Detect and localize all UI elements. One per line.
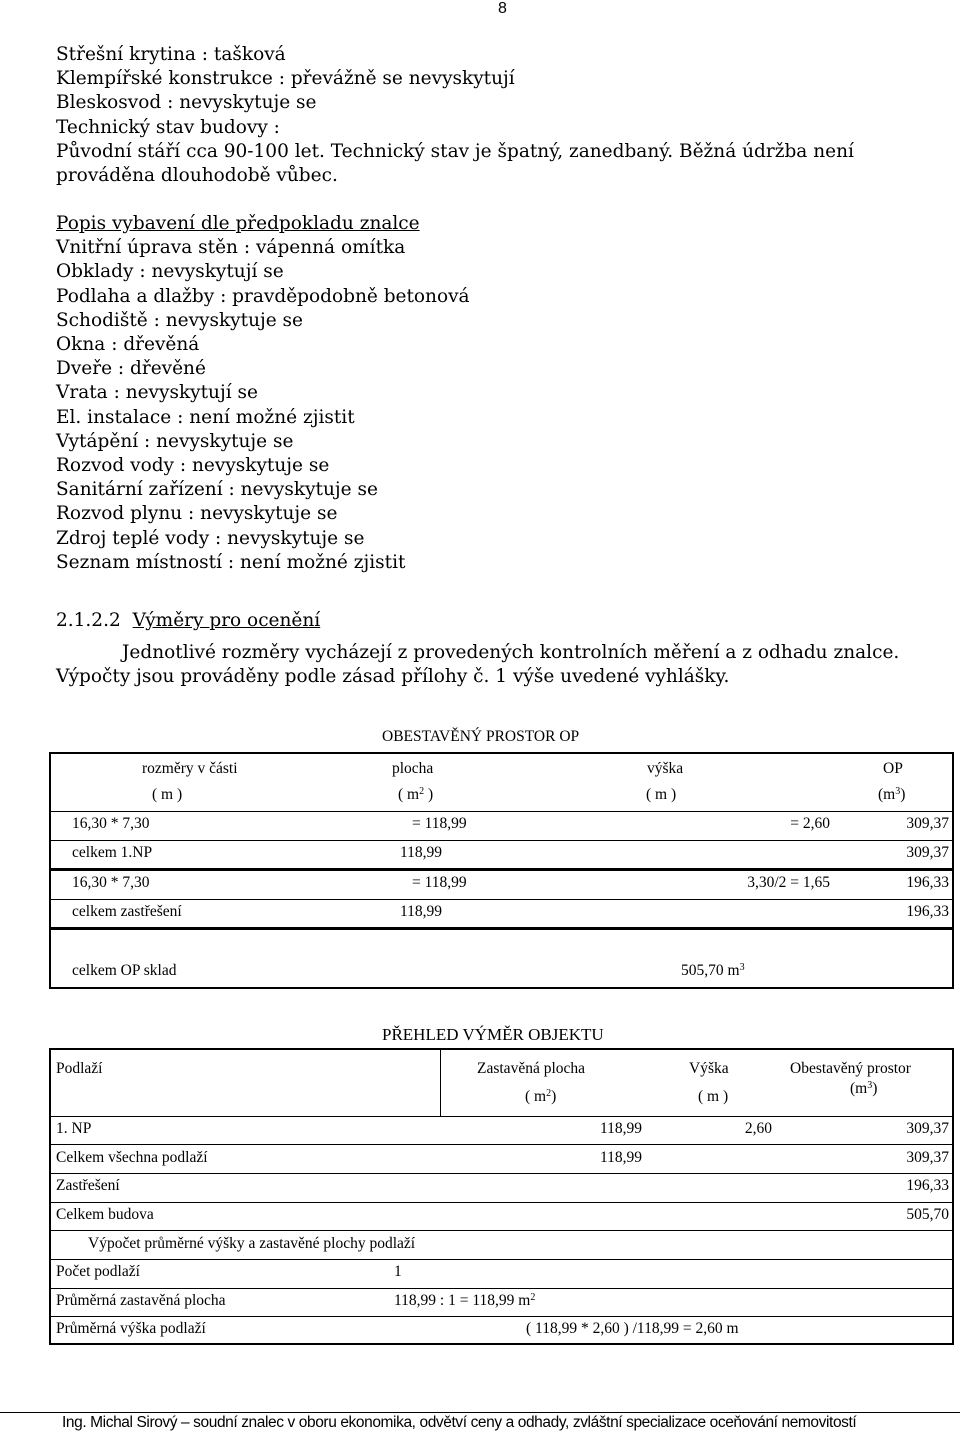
- table-row-height: 3,30/2 = 1,65: [747, 874, 830, 891]
- table-row-area: 118,99: [400, 844, 443, 861]
- overview-col-height-header: Výška: [689, 1060, 729, 1077]
- section-title: Výměry pro ocenění: [132, 610, 321, 631]
- op-col-op-unit: $(m^3)$: [878, 786, 906, 803]
- op-col-op-header: OP: [883, 760, 903, 777]
- page-number: 8: [498, 0, 507, 17]
- text-line: Zdroj teplé vody : nevyskytuje se: [56, 527, 365, 549]
- table-row-label: Celkem budova: [56, 1206, 154, 1223]
- text-line: Technický stav budovy :: [56, 116, 280, 138]
- table-row-op: 196,33: [906, 903, 949, 920]
- overview-col-volume-header: Obestavěný prostor: [790, 1060, 911, 1077]
- text-line: Dveře : dřevěné: [56, 358, 206, 380]
- divider: [440, 1048, 441, 1116]
- overview-col-volume-unit: $(m^3)$: [850, 1080, 878, 1097]
- table-row-area: 118,99: [599, 1149, 642, 1166]
- section-paragraph-1: Jednotlivé rozměry vycházejí z provedených kontrolních měření a z odhadu znalce.: [122, 642, 900, 663]
- text-line: Seznam místností : není možné zjistit: [56, 551, 406, 573]
- table-row-op: 309,37: [906, 844, 949, 861]
- section-paragraph-2: Výpočty jsou prováděny podle zásad přílohy č. 1 výše uvedené vyhlášky.: [56, 666, 730, 687]
- overview-col-area-unit: ( $m^2$): [525, 1088, 557, 1105]
- overview-col-floor-header: Podlaží: [56, 1060, 103, 1077]
- op-col-height-header: výška: [647, 760, 684, 777]
- table-row-volume: 505,70: [906, 1206, 949, 1223]
- divider: [49, 1116, 954, 1117]
- text-line: Střešní krytina : tašková: [56, 44, 286, 65]
- divider: [49, 1259, 954, 1260]
- op-col-dims-unit: ( m ): [152, 786, 183, 803]
- divider: [49, 1316, 954, 1317]
- table-row-area: 118,99: [599, 1120, 642, 1137]
- text-line: Podlaha a dlažby : pravděpodobně betonová: [56, 285, 470, 307]
- table-row-op: 309,37: [906, 815, 949, 832]
- table-row-area: = 118,99: [412, 874, 467, 891]
- table-row-label: Celkem všechna podlaží: [56, 1149, 208, 1166]
- divider: [49, 811, 954, 812]
- text-line: Vnitřní úprava stěn : vápenná omítka: [56, 237, 406, 259]
- equipment-list: [56, 212, 470, 575]
- table-row-volume: 309,37: [906, 1120, 949, 1137]
- table-row-label: Průměrná výška podlaží: [56, 1320, 206, 1337]
- op-total-label: celkem OP sklad: [72, 962, 177, 979]
- text-line: Okna : dřevěná: [56, 334, 200, 356]
- divider: [49, 1144, 954, 1145]
- table-row-label: 1. NP: [56, 1120, 92, 1137]
- divider: [49, 899, 954, 900]
- overview-title: PŘEHLED VÝMĚR OBJEKTU: [382, 1025, 604, 1044]
- table-row-dims: celkem 1.NP: [72, 844, 153, 861]
- text-line: El. instalace : není možné zjistit: [56, 406, 355, 428]
- text-line: Schodiště : nevyskytuje se: [56, 309, 303, 331]
- footer-text: Ing. Michal Sirový – soudní znalec v oboru ekonomika, odvětví ceny a odhady, zvláštní specializace oceňování nemovitostí: [62, 1414, 857, 1431]
- section-heading: [56, 609, 320, 633]
- table-row-value: 1: [394, 1263, 402, 1280]
- text-line: Vrata : nevyskytují se: [56, 382, 258, 404]
- op-col-dims-header: rozměry v části: [142, 760, 238, 777]
- equipment-heading: Popis vybavení dle předpokladu znalce: [56, 213, 420, 234]
- calc-title: Výpočet průměrné výšky a zastavěné plochy podlaží: [88, 1235, 416, 1252]
- table-row-value: ( 118,99 * 2,60 ) /118,99 = 2,60 m: [526, 1320, 739, 1337]
- building-description: [56, 43, 854, 188]
- text-line: prováděna dlouhodobě vůbec.: [56, 165, 338, 187]
- op-col-area-header: plocha: [392, 760, 434, 777]
- op-col-height-unit: ( m ): [646, 786, 677, 803]
- divider: [49, 1288, 954, 1289]
- overview-col-height-unit: ( m ): [698, 1088, 729, 1105]
- table-row-area: 118,99: [400, 903, 443, 920]
- op-col-area-unit: ( $m^2$ ): [398, 786, 434, 803]
- divider: [49, 1173, 954, 1174]
- text-line: Klempířské konstrukce : převážně se nevyskytují: [56, 68, 515, 90]
- text-line: Vytápění : nevyskytuje se: [56, 430, 294, 452]
- table-row-dims: celkem zastřešení: [72, 903, 182, 920]
- divider: [49, 840, 954, 841]
- section-number: 2.1.2.2: [56, 610, 121, 631]
- text-line: Rozvod plynu : nevyskytuje se: [56, 503, 338, 525]
- text-line: Rozvod vody : nevyskytuje se: [56, 455, 330, 477]
- table-row-value: 118,99 : 1 = 118,99 $m^2$: [394, 1292, 536, 1309]
- op-table-title: OBESTAVĚNÝ PROSTOR OP: [382, 728, 580, 745]
- text-line: Obklady : nevyskytují se: [56, 261, 284, 283]
- table-row-label: Průměrná zastavěná plocha: [56, 1292, 226, 1309]
- table-row-dims: 16,30 * 7,30: [72, 815, 150, 832]
- op-total-frame: [49, 927, 954, 989]
- table-row-op: 196,33: [906, 874, 949, 891]
- table-row-label: Počet podlaží: [56, 1263, 140, 1280]
- table-row-height: = 2,60: [790, 815, 830, 832]
- table-row-area: = 118,99: [412, 815, 467, 832]
- text-line: Původní stáří cca 90-100 let. Technický stav je špatný, zanedbaný. Běžná údržba není: [56, 140, 854, 162]
- table-row-height: 2,60: [744, 1120, 772, 1137]
- table-row-label: Zastřešení: [56, 1177, 120, 1194]
- footer-rule: [0, 1412, 960, 1413]
- op-total-value: 505,70 $m^3$: [681, 962, 745, 979]
- table-row-dims: 16,30 * 7,30: [72, 874, 150, 891]
- table-row-volume: 196,33: [906, 1177, 949, 1194]
- text-line: Sanitární zařízení : nevyskytuje se: [56, 479, 378, 501]
- overview-col-area-header: Zastavěná plocha: [477, 1060, 586, 1077]
- divider: [49, 1230, 954, 1231]
- divider: [49, 1202, 954, 1203]
- text-line: Bleskosvod : nevyskytuje se: [56, 92, 317, 114]
- table-row-volume: 309,37: [906, 1149, 949, 1166]
